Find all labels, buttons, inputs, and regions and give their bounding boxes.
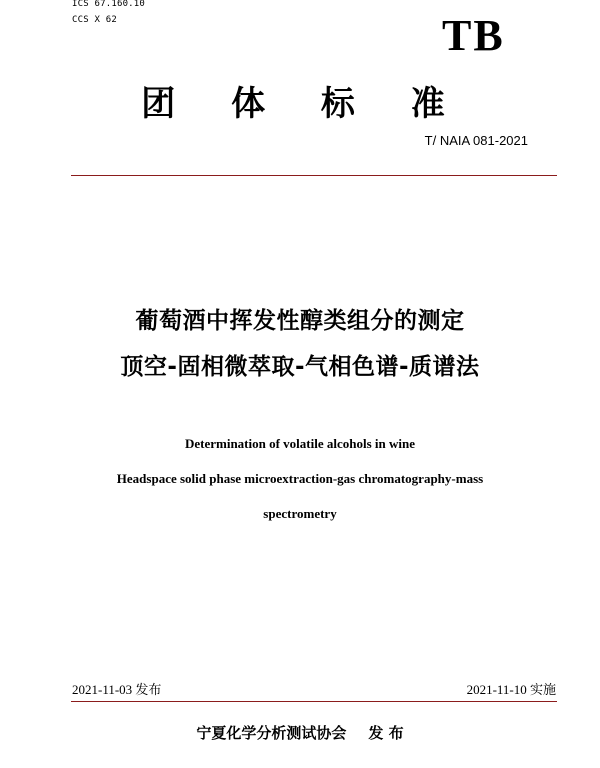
top-divider [71, 175, 557, 176]
bottom-divider [71, 701, 557, 702]
ccs-code: CCS X 62 [72, 15, 117, 25]
publisher-name: 宁夏化学分析测试协会 [196, 724, 347, 742]
standard-type-heading: 团 体 标 准 [141, 84, 467, 124]
chinese-title-line-2: 顶空-固相微萃取-气相色谱-质谱法 [120, 354, 480, 380]
publish-action: 发 布 [368, 724, 404, 742]
implementation-date: 2021-11-10 实施 [466, 682, 556, 697]
chinese-title-line-1: 葡萄酒中挥发性醇类组分的测定 [135, 308, 465, 334]
standard-number: T/ NAIA 081-2021 [424, 133, 528, 148]
english-title-line-3: spectrometry [263, 506, 337, 521]
tb-logo: TB [442, 11, 505, 60]
english-title-line-2: Headspace solid phase microextraction-gas chromatography-mass [116, 471, 484, 486]
english-title-line-1: Determination of volatile alcohols in wine [184, 436, 415, 451]
ics-code: ICS 67.160.10 [72, 0, 146, 9]
publisher-line [0, 725, 600, 742]
issue-date: 2021-11-03 发布 [72, 682, 162, 697]
